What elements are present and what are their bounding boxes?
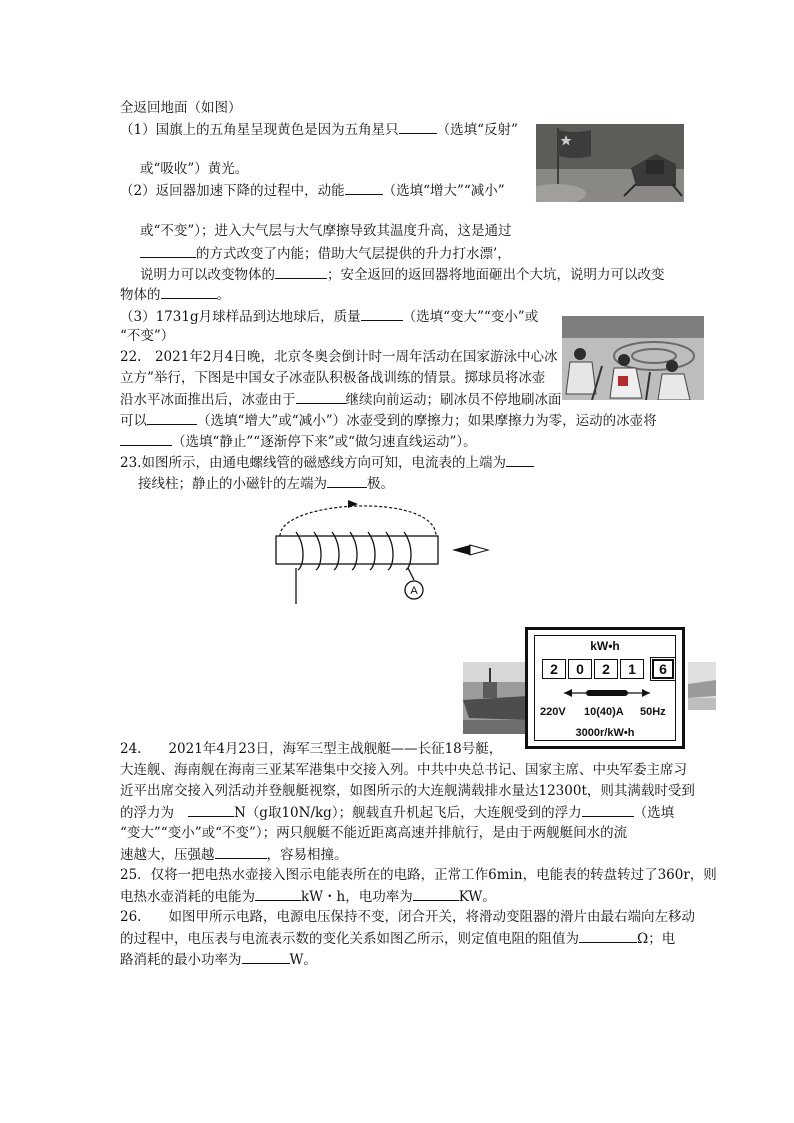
solenoid-diagram bbox=[266, 496, 496, 608]
q26-line2 bbox=[120, 929, 675, 948]
electric-meter bbox=[525, 627, 685, 749]
ammeter-label: A bbox=[410, 585, 418, 597]
meter-digit: 0 bbox=[568, 659, 592, 679]
q24-text-4b: N（g取10N/kg）；舰载直升机起飞后，大连舰受到的浮力 bbox=[234, 805, 582, 821]
q23-text-2a: 接线柱；静止的小磁针的左端为 bbox=[138, 476, 327, 492]
q23-text-2b: 极。 bbox=[367, 476, 394, 492]
curling-team-photo bbox=[562, 316, 704, 400]
q26-text-2b: Ω；电 bbox=[637, 931, 676, 947]
answer-blank bbox=[361, 307, 403, 321]
q23-line1 bbox=[120, 453, 534, 472]
meter-digit: 2 bbox=[542, 659, 566, 679]
q26-line1: 26. 如图甲所示电路，电源电压保持不变，闭合开关，将滑动变阻器的滑片由最右端向左移动 bbox=[120, 909, 695, 925]
q22-line3 bbox=[120, 390, 562, 409]
q21-p2-text-e2: ；安全返回的返回器将地面砸出个大坑，说明力可以改变 bbox=[327, 267, 665, 283]
answer-blank bbox=[120, 432, 172, 446]
q24-line3: 近平出席交接入列活动并登舰艇视察，如图所示的大连舰满载排水量达12300t，则其满载时受到 bbox=[120, 783, 695, 799]
q22-line2: 立方”举行，下图是中国女子冰壶队积极备战训练的情景。掷球员将冰壶 bbox=[120, 370, 546, 386]
answer-blank bbox=[255, 887, 301, 901]
q22-line4 bbox=[120, 411, 657, 430]
q23-line2 bbox=[138, 474, 394, 493]
q26-text-3a: 路消耗的最小功率为 bbox=[120, 952, 242, 968]
q21-part2-line3 bbox=[140, 244, 511, 263]
field-direction-arrow bbox=[348, 500, 358, 508]
q24-text-6a: 速越大，压强越 bbox=[120, 847, 215, 863]
q21-p2-option: （选填“增大”“减小” bbox=[382, 183, 505, 199]
q21-part3-line2: “不变”） bbox=[120, 328, 175, 344]
q21-part1-line2: 或“吸收”）黄光。 bbox=[140, 161, 249, 177]
answer-blank bbox=[161, 285, 217, 299]
q22-text-4b: （选填“增大”或“减小”）冰壶受到的摩擦力；如果摩擦力为零，运动的冰壶将 bbox=[197, 413, 657, 429]
q21-part3-line1 bbox=[120, 307, 538, 326]
q21-p1-text: （1）国旗上的五角星呈现黄色是因为五角星只 bbox=[120, 122, 399, 138]
q24-text-4a: 的浮力为 bbox=[120, 805, 174, 821]
q22-line1: 22. 2021年2月4日晚，北京冬奥会倒计时一周年活动在国家游泳中心冰 bbox=[120, 349, 558, 365]
harbor-photo bbox=[688, 662, 716, 710]
meter-voltage: 220V bbox=[540, 706, 566, 718]
q21-p1-option: （选填“反射” bbox=[436, 122, 518, 138]
q21-p3-text: （3）1731g月球样品到达地球后，质量 bbox=[120, 309, 361, 325]
q26-line3 bbox=[120, 950, 317, 969]
q25-text-2a: 电热水壶消耗的电能为 bbox=[120, 889, 255, 905]
meter-unit: kW•h bbox=[590, 639, 620, 653]
answer-blank bbox=[506, 453, 534, 467]
q26-text-2a: 的过程中，电压表与电流表示数的变化关系如图乙所示，则定值电阻的阻值为 bbox=[120, 931, 579, 947]
answer-blank bbox=[275, 265, 327, 279]
q21-p2-text: （2）返回器加速下降的过程中，动能 bbox=[120, 183, 345, 199]
compass-needle-icon bbox=[452, 545, 488, 555]
q21-intro: 全返回地面（如图） bbox=[120, 100, 242, 116]
q22-line5 bbox=[120, 432, 477, 451]
q24-line4 bbox=[120, 803, 674, 822]
answer-blank bbox=[296, 390, 346, 404]
q22-text-5: （选填“静止”“逐渐停下来”或“做匀速直线运动”）。 bbox=[172, 434, 477, 450]
q24-line2: 大连舰、海南舰在海南三亚某军港集中交接入列。中共中央总书记、国家主席、中央军委主席习 bbox=[120, 762, 687, 778]
answer-blank bbox=[327, 474, 367, 488]
q24-line5: “变大”“变小”或“不变”）；两只舰艇不能近距离高速并排航行，是由于两舰艇间水的流 bbox=[120, 825, 628, 841]
answer-blank bbox=[345, 181, 383, 195]
answer-blank bbox=[582, 803, 634, 817]
answer-blank bbox=[399, 120, 437, 134]
q25-text-2c: KW。 bbox=[458, 889, 496, 905]
q21-part2-line2: 或“不变”）；进入大气层与大气摩擦导致其温度升高，这是通过 bbox=[140, 223, 512, 239]
answer-blank bbox=[413, 887, 459, 901]
q24-text-4c: （选填 bbox=[633, 805, 675, 821]
answer-blank bbox=[242, 950, 290, 964]
answer-blank bbox=[188, 803, 234, 817]
meter-digits bbox=[542, 659, 674, 679]
magnetic-field-line bbox=[280, 506, 436, 536]
q22-text-3b: 继续向前运动；刷冰员不停地刷冰面 bbox=[345, 392, 562, 408]
q24-line1: 24. 2021年4月23日，海军三型主战舰艇——长征18号艇， bbox=[120, 741, 503, 757]
q22-text-4a: 可以 bbox=[120, 413, 147, 429]
answer-blank bbox=[215, 845, 267, 859]
q23-text-1a: 23.如图所示，由通电螺线管的磁感线方向可知，电流表的上端为 bbox=[120, 455, 506, 471]
q22-text-3a: 沿水平冰面推出后，冰壶由于 bbox=[120, 392, 296, 408]
flag-on-moon-photo bbox=[536, 124, 684, 202]
q21-part2-line5 bbox=[120, 285, 230, 304]
meter-digit: 1 bbox=[620, 659, 644, 679]
q25-line2 bbox=[120, 887, 496, 906]
meter-digit: 2 bbox=[594, 659, 618, 679]
q26-text-3b: W。 bbox=[289, 952, 317, 968]
q24-line6 bbox=[120, 845, 348, 864]
q21-part2-line4 bbox=[140, 265, 665, 284]
answer-blank bbox=[147, 411, 197, 425]
answer-blank bbox=[140, 244, 196, 258]
q21-p3-option: （选填“变大”“变小”或 bbox=[402, 309, 539, 325]
warship-photo bbox=[463, 662, 527, 734]
q21-p2-text-d: 的方式改变了内能；借助大气层提供的升力打水漂’， bbox=[196, 246, 511, 262]
q25-text-2b: kW・h，电功率为 bbox=[301, 889, 413, 905]
q25-line1: 25．仅将一把电热水壶接入图示电能表所在的电路，正常工作6min，电能表的转盘转过了360r，则 bbox=[120, 867, 717, 883]
meter-digit-decimal: 6 bbox=[652, 659, 674, 679]
meter-frequency: 50Hz bbox=[640, 706, 666, 718]
q21-p2-text-e1: 说明力可以改变物体的 bbox=[140, 267, 275, 283]
meter-rate: 3000r/kW•h bbox=[575, 727, 635, 739]
meter-dial-icon bbox=[562, 686, 652, 700]
answer-blank bbox=[579, 929, 637, 943]
q21-part1-line1 bbox=[120, 120, 518, 139]
q21-p2-text-f2: 。 bbox=[216, 287, 230, 303]
q21-part2-line1 bbox=[120, 181, 505, 200]
q24-text-6b: ，容易相撞。 bbox=[266, 847, 348, 863]
meter-current: 10(40)A bbox=[584, 706, 624, 718]
q21-p2-text-f1: 物体的 bbox=[120, 287, 161, 303]
